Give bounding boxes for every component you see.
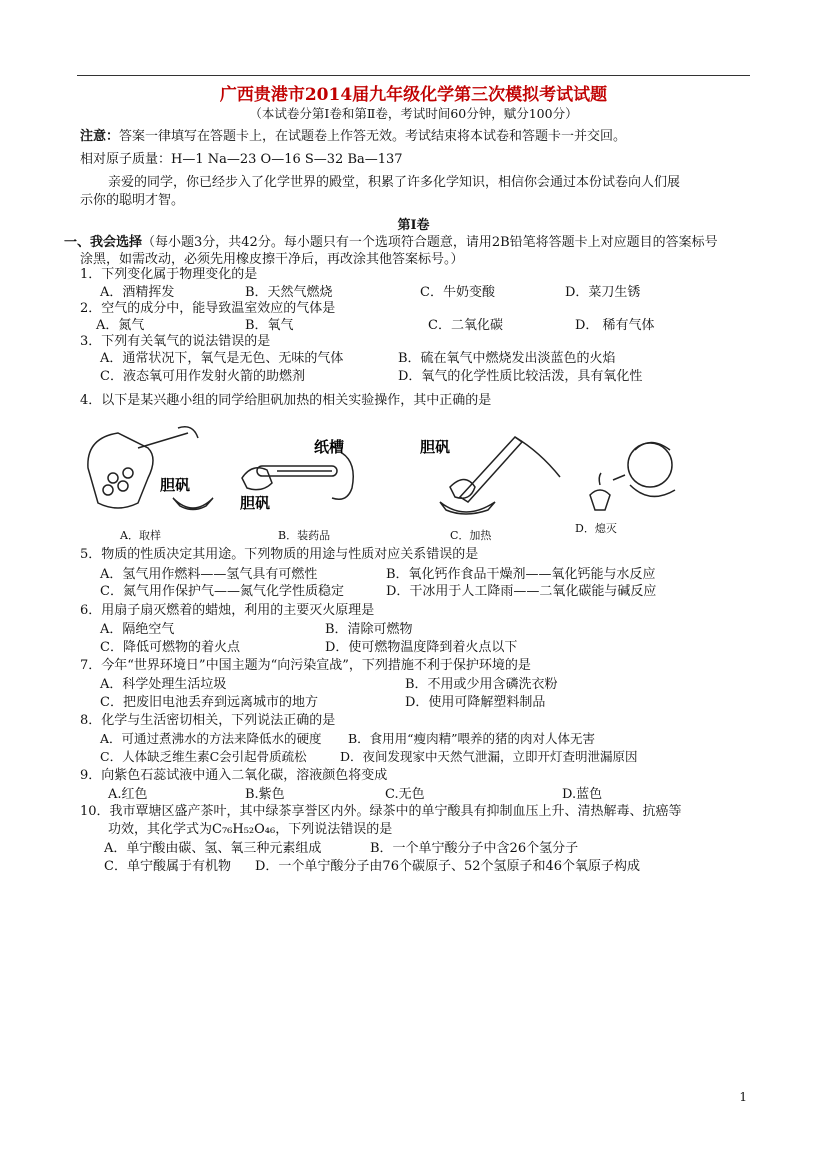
header-rule [77, 75, 750, 76]
figure-caption: C．加热 [450, 529, 492, 542]
option: A．氢气用作燃料——氢气具有可燃性 [100, 567, 318, 582]
part1-text-2: 涂黑，如需改动，必须先用橡皮擦干净后，再改涂其他答案标号。） [80, 252, 464, 267]
option: D． 稀有气体 [575, 318, 655, 333]
page-number: 1 [739, 1090, 747, 1104]
page-title: 广西贵港市2014届九年级化学第三次模拟考试试题 [219, 85, 608, 105]
figure-caption: A．取样 [120, 529, 161, 542]
question-stem: 2．空气的成分中，能导致温室效应的气体是 [80, 301, 336, 316]
question-stem: 8．化学与生活密切相关，下列说法正确的是 [80, 713, 336, 728]
question-stem: 9．向紫色石蕊试液中通入二氧化碳，溶液颜色将变成 [80, 768, 388, 783]
section-title: 第Ⅰ卷 [397, 218, 430, 233]
bottle-label: 胆矾 [160, 476, 191, 494]
option: A．可通过煮沸水的方法来降低水的硬度 [100, 731, 322, 746]
question-stem: 1．下列变化属于物理变化的是 [80, 267, 258, 282]
notice-text: 答案一律填写在答题卡上，在试题卷上作答无效。考试结束将本试卷和答题卡一并交回。 [119, 129, 627, 144]
option: A．酒精挥发 [100, 285, 175, 300]
atomic-masses: 相对原子质量：H—1 Na—23 O—16 S—32 Ba—137 [80, 152, 403, 167]
option: C．人体缺乏维生素C会引起骨质疏松 [100, 749, 307, 764]
part1-instructions [64, 234, 718, 252]
page-subtitle: （本试卷分第Ⅰ卷和第Ⅱ卷，考试时间60分钟，赋分100分） [249, 106, 578, 121]
question-stem: 5．物质的性质决定其用途。下列物质的用途与性质对应关系错误的是 [80, 547, 479, 562]
option: A.红色 [108, 787, 148, 802]
option: D．菜刀生锈 [565, 285, 641, 300]
option: D．使可燃物温度降到着火点以下 [325, 640, 518, 655]
figure-caption: B．装药品 [278, 529, 331, 542]
tube-label: 胆矾 [240, 494, 271, 512]
intro-line-2: 示你的聪明才智。 [80, 193, 185, 208]
option: D．一个单宁酸分子由76个碳原子、52个氢原子和46个氧原子构成 [255, 859, 641, 874]
question-stem: 4．以下是某兴趣小组的同学给胆矾加热的相关实验操作，其中正确的是 [80, 393, 492, 408]
option: B．天然气燃烧 [245, 285, 333, 300]
heat-label: 胆矾 [420, 438, 451, 456]
option: C．二氧化碳 [428, 318, 503, 333]
question-stem: 3．下列有关氧气的说法错误的是 [80, 334, 271, 349]
option: C．液态氧可用作发射火箭的助燃剂 [100, 369, 305, 384]
option: B．食用用“瘦肉精”喂养的猪的肉对人体无害 [348, 731, 595, 746]
option: B．一个单宁酸分子中含26个氢分子 [370, 841, 579, 856]
option: D.蓝色 [562, 787, 603, 802]
option: B．不用或少用含磷洗衣粉 [405, 677, 558, 692]
trough-label: 纸槽 [314, 438, 345, 456]
option: D．夜间发现家中天然气泄漏，立即开灯查明泄漏原因 [340, 749, 638, 764]
figure-a-sample [78, 418, 218, 518]
option: C.无色 [385, 787, 425, 802]
option: D．使用可降解塑料制品 [405, 695, 546, 710]
part1-label: 一、我会选择 [64, 235, 143, 250]
option: A．隔绝空气 [100, 622, 175, 637]
intro-line-1: 亲爱的同学，你已经步入了化学世界的殿堂，积累了许多化学知识，相信你会通过本份试卷向人们展 [108, 175, 681, 190]
option: B．硫在氧气中燃烧发出淡蓝色的火焰 [398, 351, 616, 366]
option: C．降低可燃物的着火点 [100, 640, 240, 655]
option: B．氧化钙作食品干燥剂——氧化钙能与水反应 [386, 567, 656, 582]
option: B．氧气 [245, 318, 294, 333]
question-stem-2: 功效，其化学式为C₇₆H₅₂O₄₆，下列说法错误的是 [108, 822, 393, 837]
option: D．氧气的化学性质比较活泼，具有氧化性 [398, 369, 643, 384]
figure-caption: D．熄灭 [575, 522, 617, 535]
option: B．清除可燃物 [325, 622, 413, 637]
option: A．通常状况下，氧气是无色、无味的气体 [100, 351, 344, 366]
option: A．单宁酸由碳、氢、氧三种元素组成 [104, 841, 322, 856]
option: C．单宁酸属于有机物 [104, 859, 231, 874]
figure-c-heating [420, 422, 570, 522]
question-stem: 7．今年“世界环境日”中国主题为“向污染宣战”，下列措施不利于保护环境的是 [80, 658, 531, 673]
option: C．牛奶变酸 [420, 285, 495, 300]
figure-b-loading [232, 428, 372, 513]
option: C．氮气用作保护气——氮气化学性质稳定 [100, 584, 344, 599]
question-stem: 10．我市覃塘区盛产茶叶，其中绿茶享誉区内外。绿茶中的单宁酸具有抑制血压上升、清热解毒、抗癌等 [80, 804, 682, 819]
question-stem: 6．用扇子扇灭燃着的蜡烛，利用的主要灭火原理是 [80, 603, 375, 618]
option: A．氮气 [96, 318, 145, 333]
option: A．科学处理生活垃圾 [100, 677, 227, 692]
option: D．干冰用于人工降雨——二氧化碳能与碱反应 [386, 584, 657, 599]
figure-d-extinguish [575, 425, 685, 520]
notice [80, 128, 626, 146]
option: B.紫色 [245, 787, 285, 802]
option: C．把废旧电池丢弃到远离城市的地方 [100, 695, 318, 710]
notice-label: 注意： [80, 129, 120, 144]
part1-text: （每小题3分，共42分。每小题只有一个选项符合题意，请用2B铅笔将答题卡上对应题目的答案标号 [142, 235, 718, 250]
